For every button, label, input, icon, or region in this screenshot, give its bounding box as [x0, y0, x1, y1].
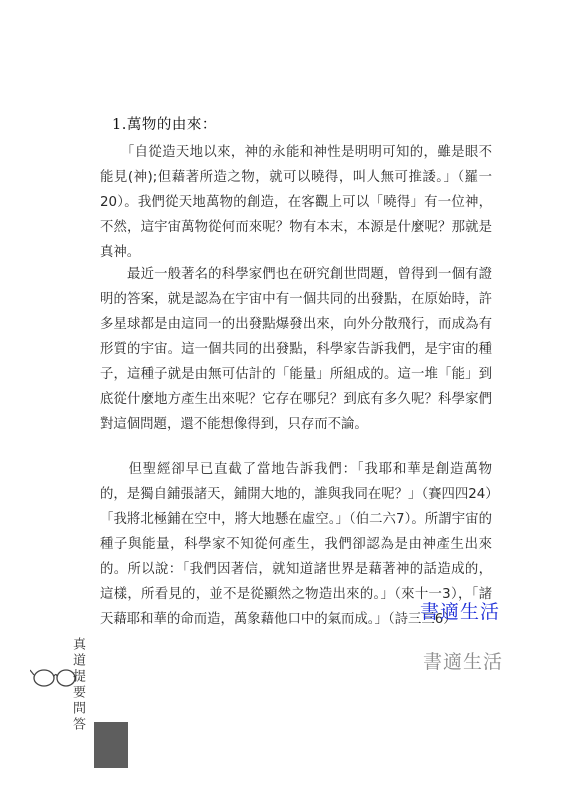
section-heading: 1.萬物的由來：	[112, 117, 217, 133]
watermark-blue: 書適生活	[420, 601, 501, 623]
watermark-gray: 書適生活	[423, 651, 504, 673]
page-tab-block	[94, 722, 128, 768]
paragraph-scientists: 最近一般著名的科學家們也在研究創世問題，曾得到一個有證明的答案，就是認為在宇宙中有一個共同的出發點，在原始時，許多星球都是由這同一的出發點爆發出來，向外分散飛行，而成為有形質的宇宙。這一個共同的出發點，科學家告訴我們，是宇宙的種子，這種子就是由無可估計的「能量」所組成的。這一堆「能」到底從什麼地方產生出來呢？它存在哪兒？到底有多久呢？科學家們對這個問題，還不能想像得到，只存而不論。	[100, 267, 492, 432]
paragraph-creation-romans: 「自從造天地以來，神的永能和神性是明明可知的，雖是眼不能見(神);但藉著所造之物，就可以曉得，叫人無可推諉。」（羅一20）。我們從天地萬物的創造，在客觀上可以「曉得」有一位神，不然，這宇宙萬物從何而來呢？物有本末，本源是什麼呢？那就是真神。	[100, 145, 492, 260]
sidebar-title: 真道提要問答	[70, 637, 85, 733]
paragraph-scripture: 但聖經卻早已直截了當地告訴我們：「我耶和華是創造萬物的，是獨自鋪張諸天，鋪開大地的，誰與我同在呢？」（賽四四24）「我將北極鋪在空中，將大地懸在虛空。」（伯二六7）。所謂宇宙的種子與能量，科學家不知從何產生，我們卻認為是由神產生出來的。所以說：「我們因著信，就知道諸世界是藉著神的話造成的，這樣，所看見的，並不是從顯然之物造出來的。」（來十一3），「諸天藉耶和華的命而造，萬象藉他口中的氣而成。」（詩三三6）	[100, 462, 492, 627]
